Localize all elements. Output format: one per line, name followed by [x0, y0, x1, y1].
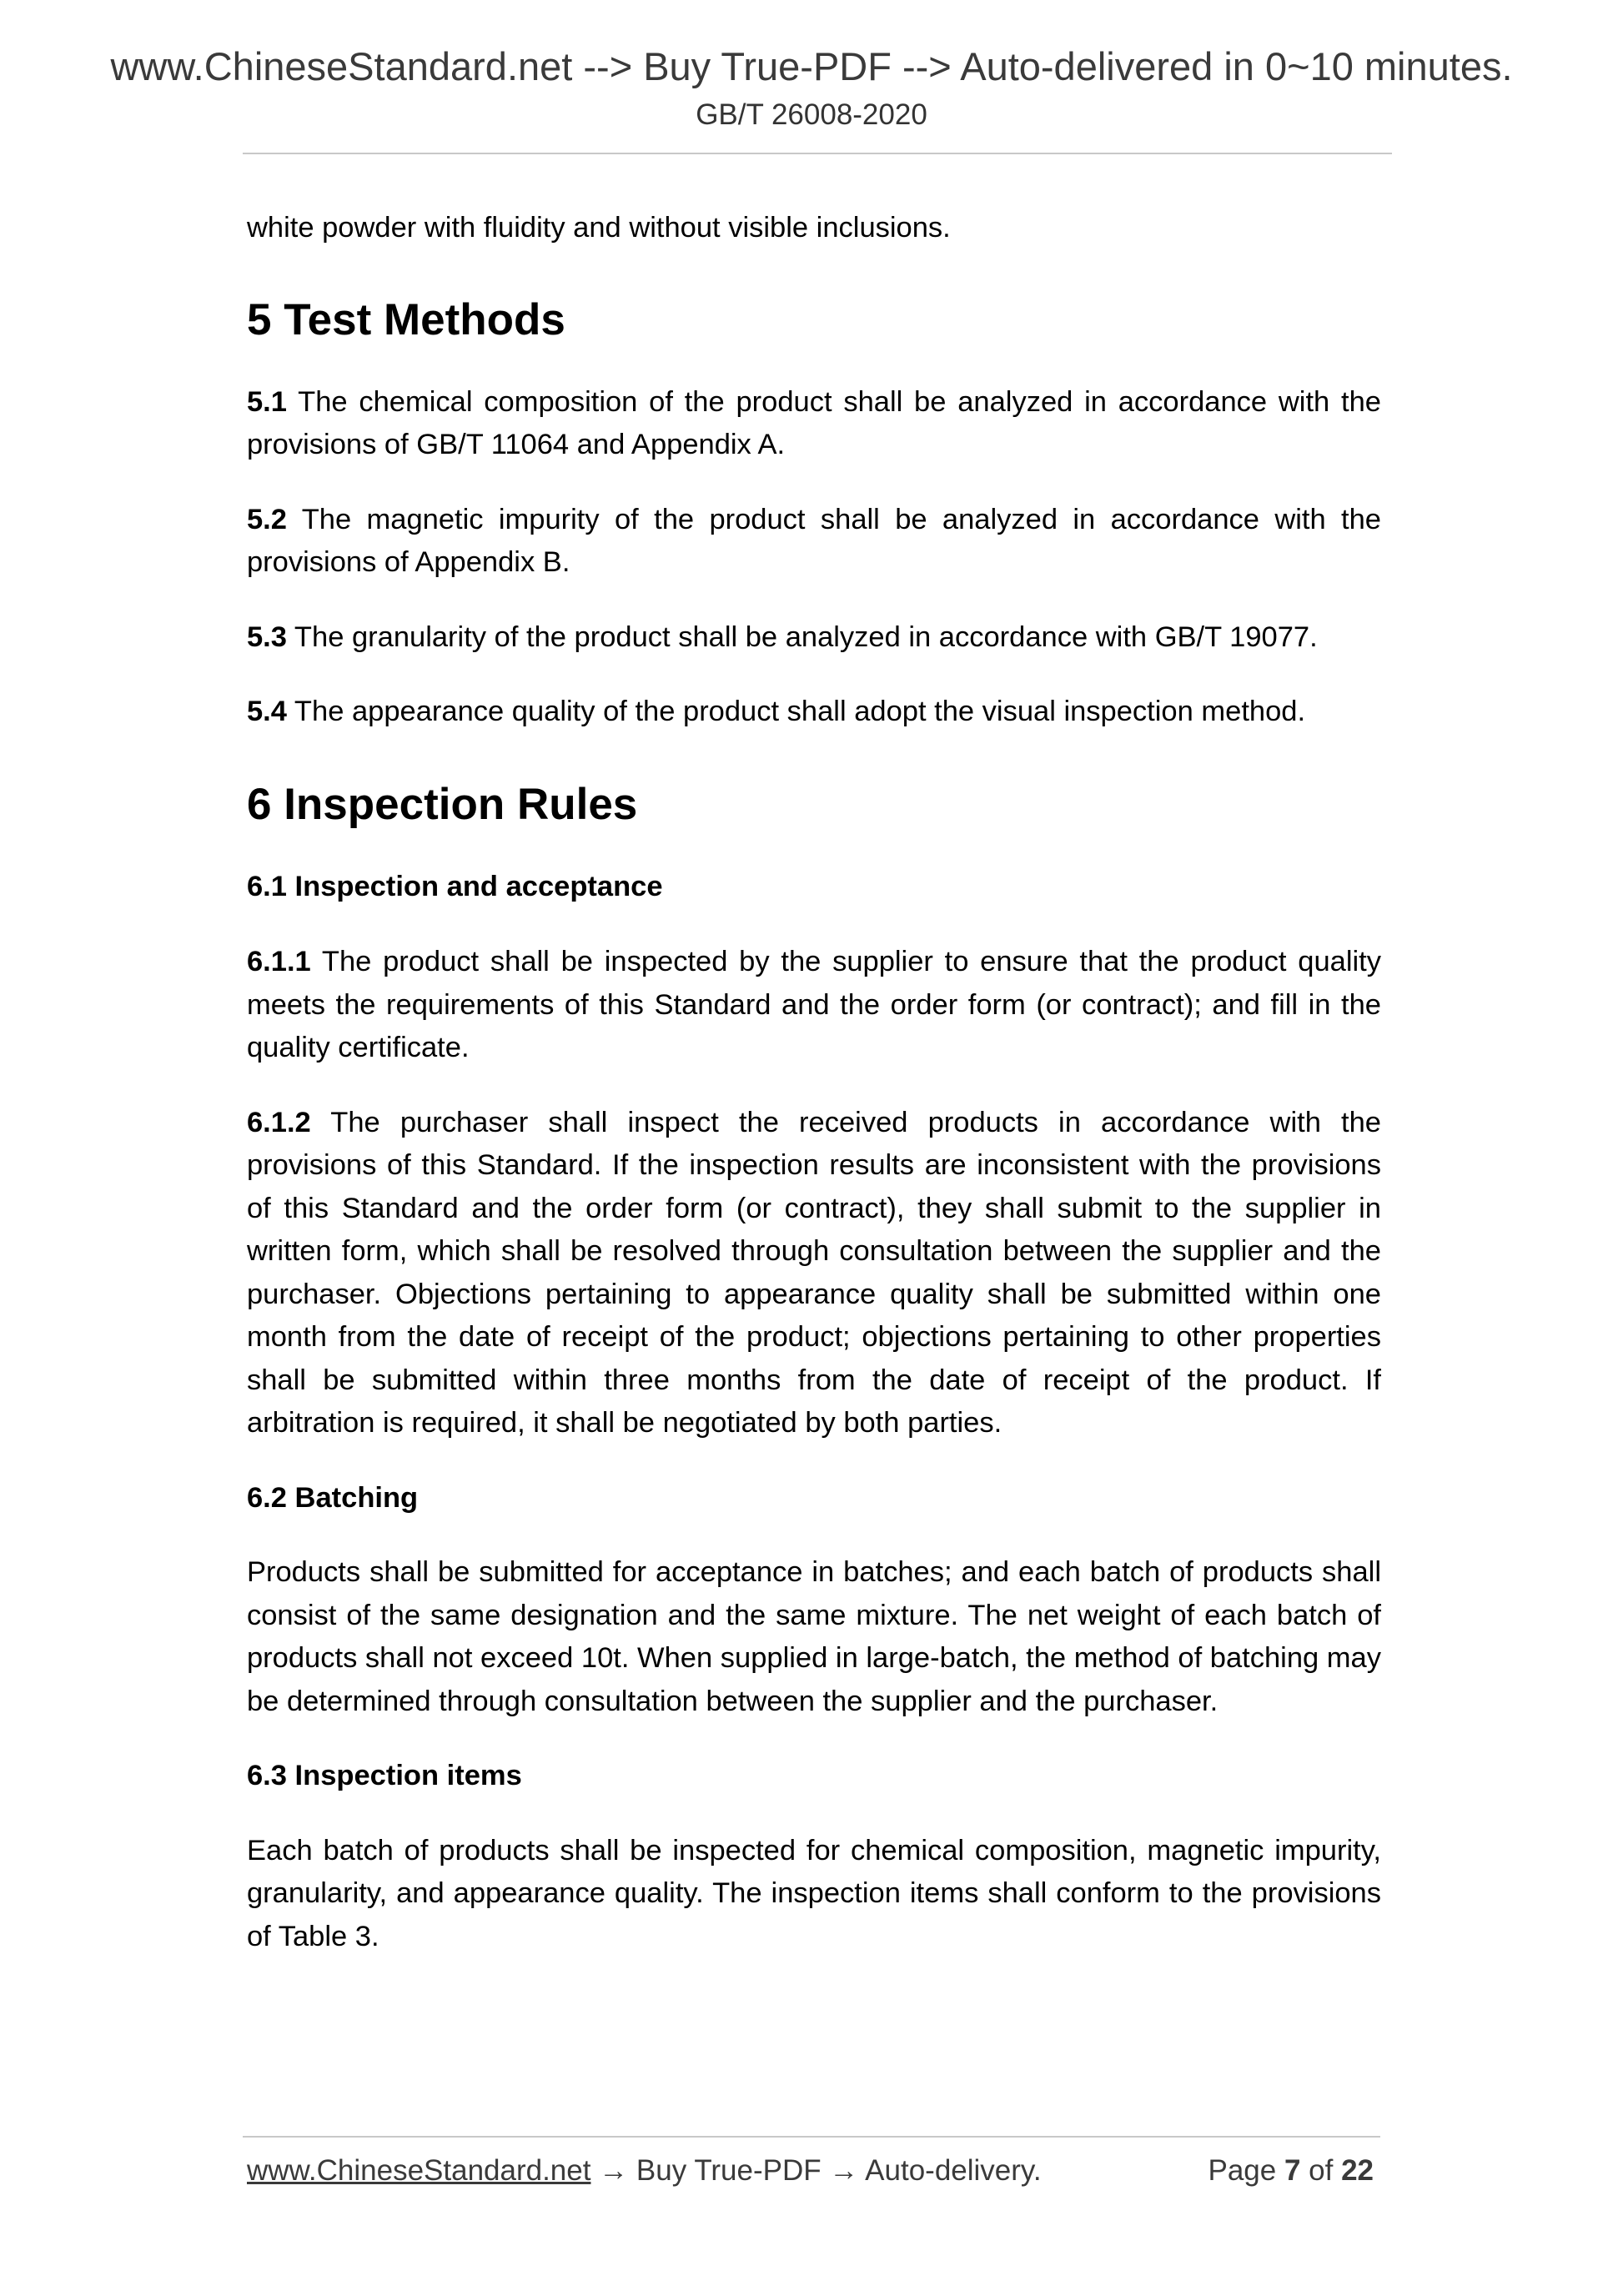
clause-number: 5.1	[247, 385, 287, 418]
clause-number: 6.1.2	[247, 1106, 311, 1138]
clause-number: 5.4	[247, 696, 287, 727]
section-6-title: 6 Inspection Rules	[247, 779, 638, 829]
clause-5-2	[247, 499, 1381, 585]
page-footer	[247, 2154, 1381, 2188]
section-5-title: 5 Test Methods	[247, 294, 565, 344]
subsection-6-2-title: 6.2 Batching	[247, 1481, 419, 1514]
clause-text: The granularity of the product shall be analyzed in accordance with GB/T 19077.	[286, 620, 1318, 653]
clause-number: 6.1.1	[247, 946, 311, 977]
subsection-6-1-title: 6.1 Inspection and acceptance	[247, 870, 663, 902]
subsection-6-3-title: 6.3 Inspection items	[247, 1760, 522, 1791]
clause-5-4	[247, 691, 1381, 734]
clause-5-1	[247, 381, 1381, 467]
footer-link[interactable]: www.ChineseStandard.net	[247, 2154, 591, 2187]
page-label: Page	[1208, 2154, 1284, 2187]
footer-tagline: → Buy True-PDF → Auto-delivery.	[590, 2154, 1042, 2187]
clause-text: The purchaser shall inspect the received products in accordance with the provisions of this Standard. If the inspection results are inconsistent with the provisions of this Standard and the order form (or contract), they shall submit to the supplier in written form, which shall be resolved through consultation between the supplier and the purchaser. Objections pertaining to appearance quality shall be submitted within one month from the date of receipt of the product; objections pertaining to other properties shall be submitted within three months from the date of receipt of the product. If arbitration is required, it shall be negotiated by both parties.	[247, 1106, 1381, 1439]
document-body	[247, 207, 1381, 1958]
page-of-label: of	[1300, 2154, 1342, 2187]
clause-6-1-1	[247, 941, 1381, 1070]
page-indicator	[1208, 2154, 1374, 2188]
clause-number: 5.2	[247, 503, 287, 535]
page-number: 7	[1284, 2154, 1301, 2187]
footer-divider	[243, 2136, 1380, 2138]
clause-text: The magnetic impurity of the product shall be analyzed in accordance with the provisions of Appendix B.	[247, 503, 1381, 578]
inspection-items-paragraph: Each batch of products shall be inspected for chemical composition, magnetic impurity, granularity, and appearance quality. The inspection items shall conform to the provisions of Table 3.	[247, 1834, 1381, 1952]
standard-id: GB/T 26008-2020	[696, 98, 927, 131]
batching-paragraph: Products shall be submitted for acceptance in batches; and each batch of products shall consist of the same designation and the same mixture. The net weight of each batch of products shall not exceed 10t. When supplied in large-batch, the method of batching may be determined through consultation between the supplier and the purchaser.	[247, 1556, 1381, 1717]
clause-number: 5.3	[247, 620, 287, 653]
clause-text: The appearance quality of the product shall adopt the visual inspection method.	[286, 696, 1306, 727]
header-banner: www.ChineseStandard.net --> Buy True-PDF --> Auto-delivered in 0~10 minutes.	[110, 44, 1513, 88]
page-total: 22	[1341, 2154, 1374, 2187]
clause-6-1-2	[247, 1102, 1381, 1445]
clause-5-3	[247, 616, 1381, 660]
intro-paragraph: white powder with fluidity and without visible inclusions.	[247, 212, 951, 244]
clause-text: The product shall be inspected by the supplier to ensure that the product quality meets the requirements of this Standard and the order form (or contract); and fill in the quality certificate.	[247, 946, 1381, 1063]
clause-text: The chemical composition of the product shall be analyzed in accordance with the provisions of GB/T 11064 and Appendix A.	[247, 385, 1381, 460]
header-divider	[243, 153, 1392, 154]
